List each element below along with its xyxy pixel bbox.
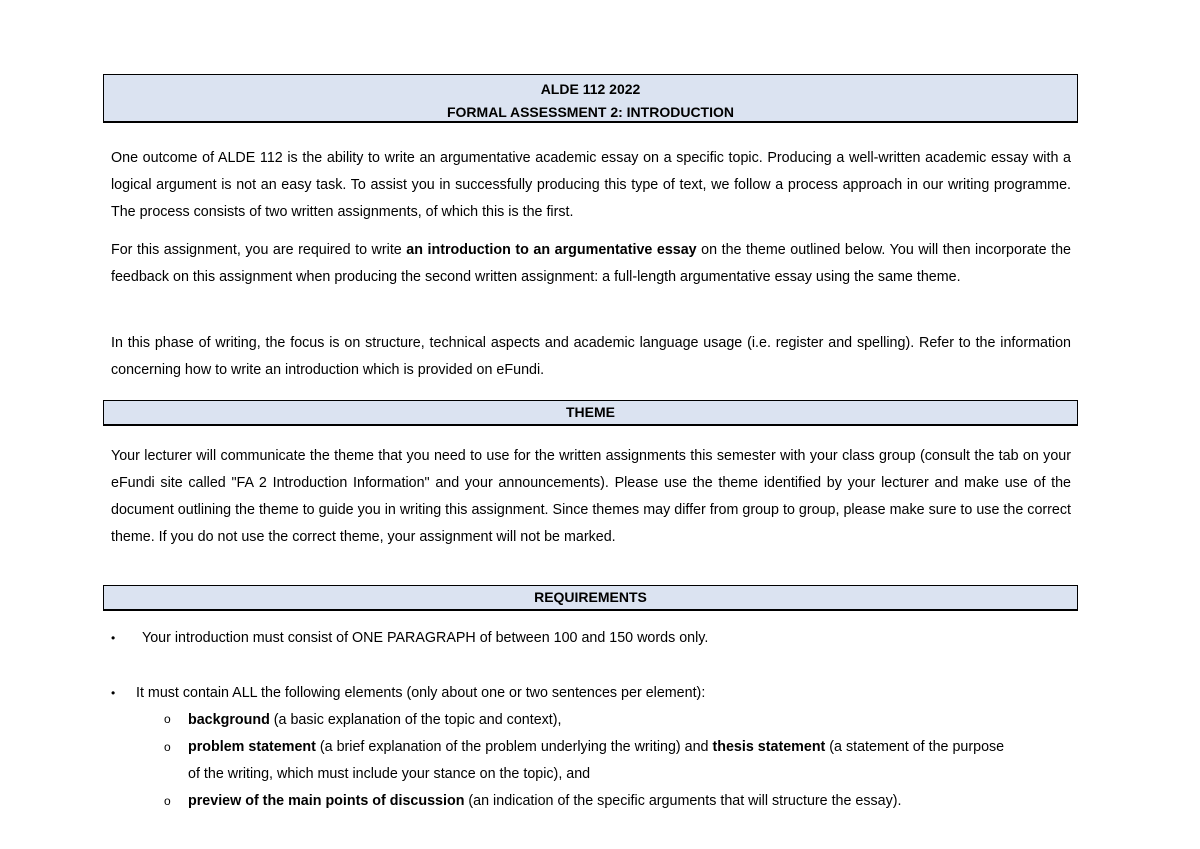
intro-paragraph-2 [111, 237, 1071, 291]
requirement-2: It must contain ALL the following elements (only about one or two sentences per element): [136, 685, 706, 701]
bullet-icon: • [111, 631, 116, 645]
requirement-1: Your introduction must consist of ONE PARAGRAPH of between 100 and 150 words only. [142, 630, 709, 646]
element-background-term: background [188, 712, 270, 728]
element-thesis-desc: (a statement of the purpose [825, 739, 1005, 755]
element-problem-statement [188, 734, 1004, 761]
element-thesis-continued: of the writing, which must include your stance on the topic), and [188, 766, 591, 782]
bullet-icon: • [111, 686, 116, 700]
element-thesis-term: thesis statement [712, 739, 826, 755]
sub-bullet-icon: o [164, 794, 171, 808]
element-background-desc: (a basic explanation of the topic and context), [269, 712, 562, 728]
course-code: ALDE 112 2022 [540, 81, 641, 97]
intro-paragraph-3: In this phase of writing, the focus is on structure, technical aspects and academic language usage (i.e. register and spelling). Refer to the information concerning how to write an introduction which is provided on eFundi. [111, 335, 1071, 378]
element-problem-desc: (a brief explanation of the problem underlying the writing) and [315, 739, 713, 755]
sub-bullet-icon: o [164, 712, 171, 726]
requirements-heading: REQUIREMENTS [103, 585, 1078, 611]
p2-text-start: For this assignment, you are required to write [111, 242, 407, 258]
element-preview [188, 788, 902, 815]
intro-paragraph-1: One outcome of ALDE 112 is the ability to write an argumentative academic essay on a specific topic. Producing a well-written academic essay with a logical argument is not an easy task. To assist you in successfully producing this type of text, we follow a process approach in our writing programme. The process consists of two written assignments, of which this is the first. [111, 150, 1071, 220]
theme-paragraph: Your lecturer will communicate the theme that you need to use for the written assignments this semester with your class group (consult the tab on your eFundi site called "FA 2 Introduction Information" and your announcements). Please use the theme identified by your lecturer and make use of the document outlining the theme to guide you in writing this assignment. Since themes may differ from group to group, please make sure to use the correct theme. If you do not use the correct theme, your assignment will not be marked. [111, 448, 1071, 545]
element-problem-term: problem statement [188, 739, 316, 755]
element-preview-term: preview of the main points of discussion [188, 793, 465, 809]
sub-bullet-icon: o [164, 740, 171, 754]
p2-text-end: on the theme outlined below. You will then incorporate the feedback on this assignment when producing the second written assignment: a full-length argumentative essay using the same theme. [111, 242, 1071, 285]
assessment-title: FORMAL ASSESSMENT 2: INTRODUCTION [446, 104, 734, 120]
title-box [103, 74, 1078, 123]
theme-heading: THEME [103, 400, 1078, 426]
element-background [188, 707, 562, 734]
p2-emphasis: an introduction to an argumentative essay [406, 242, 697, 258]
element-preview-desc: (an indication of the specific arguments that will structure the essay). [464, 793, 902, 809]
